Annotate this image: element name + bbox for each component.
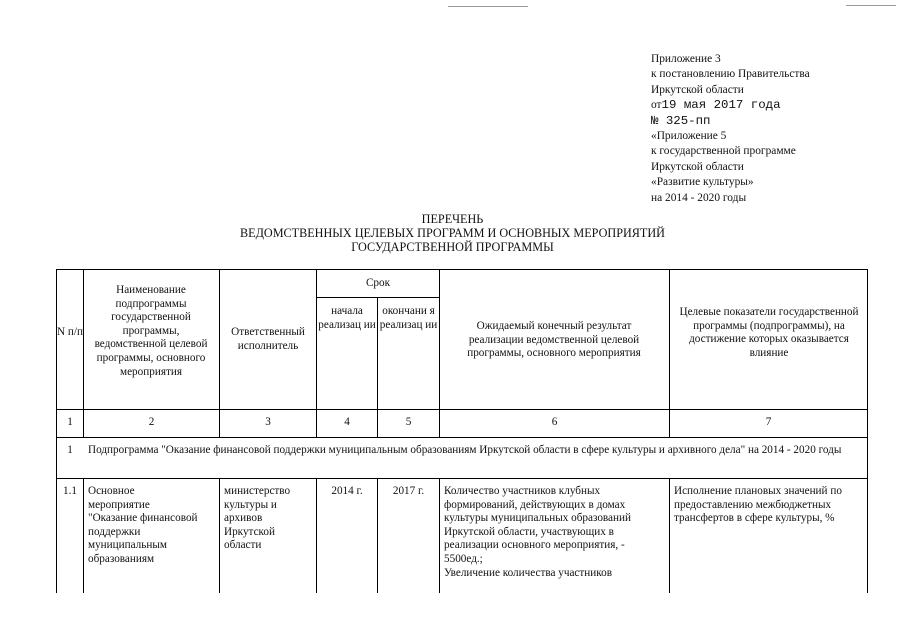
header-result: Ожидаемый конечный результат реализации ведомственной целевой программы, основного мероприятия [467,320,641,360]
appendix-date: 19 мая 2017 года [661,98,781,113]
title-line-3: ГОСУДАРСТВЕННОЙ ПРОГРАММЫ [351,240,554,254]
col-line-6b [669,478,670,593]
appendix-number: № 325-пп [651,113,711,128]
scan-artifact-top-right [846,5,896,6]
row-start: 2014 г. [331,485,363,497]
col-line-5b [439,478,440,593]
appendix-line-1: Приложение 3 [651,53,721,65]
row-result [444,485,666,593]
colnum-6: 6 [551,416,558,428]
col-line-1b [83,478,84,593]
title-line-2: ВЕДОМСТВЕННЫХ ЦЕЛЕВЫХ ПРОГРАММ И ОСНОВНЫХ МЕРОПРИЯТИЙ [240,226,665,240]
header-bottom-line [56,409,868,410]
row-executor: министерство культуры и архивов Иркутской области [224,485,291,552]
subprogram-num: 1 [67,444,73,456]
scan-artifact-top [448,6,528,7]
row-indicators: Исполнение плановых значений по предоставлению межбюджетных трансфертов в сфере культуры, % [674,485,842,525]
row-result-text-2: Увеличение количества участников [444,566,613,579]
appendix-line-2: к постановлению Правительства [651,68,810,81]
colnum-3: 3 [265,416,271,428]
header-end: окончани я реализац ии [379,305,438,331]
row-end: 2017 г. [392,485,425,497]
appendix-from-prefix: от [651,99,662,112]
col-line-7 [867,269,868,593]
header-name: Наименование подпрограммы государственной программы, ведомственной целевой программы, основного мероприятия [94,284,208,378]
appendix-line-3: Иркутской области [651,83,744,96]
header-start: начала реализац ии [318,305,376,331]
colnum-1: 1 [67,416,73,428]
col-line-0 [56,269,57,593]
appendix-date-line [651,98,810,113]
col-line-1a [83,269,84,437]
table-border-top [56,269,868,270]
colnum-5: 5 [405,416,412,428]
appendix-line-10: на 2014 - 2020 годы [651,191,747,204]
header-indicators: Целевые показатели государственной программы (подпрограммы), на достижение которых оказывается влияние [679,306,859,359]
header-executor: Ответственный исполнитель [231,326,305,352]
row-result-text-1: Количество участников клубных формирований, действующих в домах культуры муниципальных образований Иркутской области, участвующих в реализации основного мероприятия, - 5500ед.; [444,485,631,565]
col-line-3a [316,269,317,437]
appendix-line-6: «Приложение 5 [651,130,727,143]
colnum-4: 4 [344,416,350,428]
document-title [0,212,905,254]
header-term: Срок [365,277,391,289]
subprogram-title: Подпрограмма "Оказание финансовой поддержки муниципальным образованиям Иркутской области в сфере культуры и архивного дела" на 2014 - 2020 годы [88,444,842,456]
appendix-line-8: Иркутской области [651,160,744,173]
colnum-7: 7 [765,416,772,428]
row-name: Основное мероприятие "Оказание финансовой поддержки муниципальным образованиям [88,485,198,565]
subprogram-bottom-line [56,478,868,479]
col-line-6a [669,269,670,437]
appendix-block [651,52,810,206]
col-line-5a [439,269,440,437]
appendix-line-7: к государственной программе [651,145,796,158]
row-num: 1.1 [63,485,77,497]
title-line-1: ПЕРЕЧЕНЬ [421,212,484,226]
colnum-2: 2 [148,416,155,428]
appendix-line-9: «Развитие культуры» [651,176,754,189]
col-line-2b [219,478,220,593]
colnum-bottom-line [56,437,868,438]
header-num: N п/п [57,326,83,338]
